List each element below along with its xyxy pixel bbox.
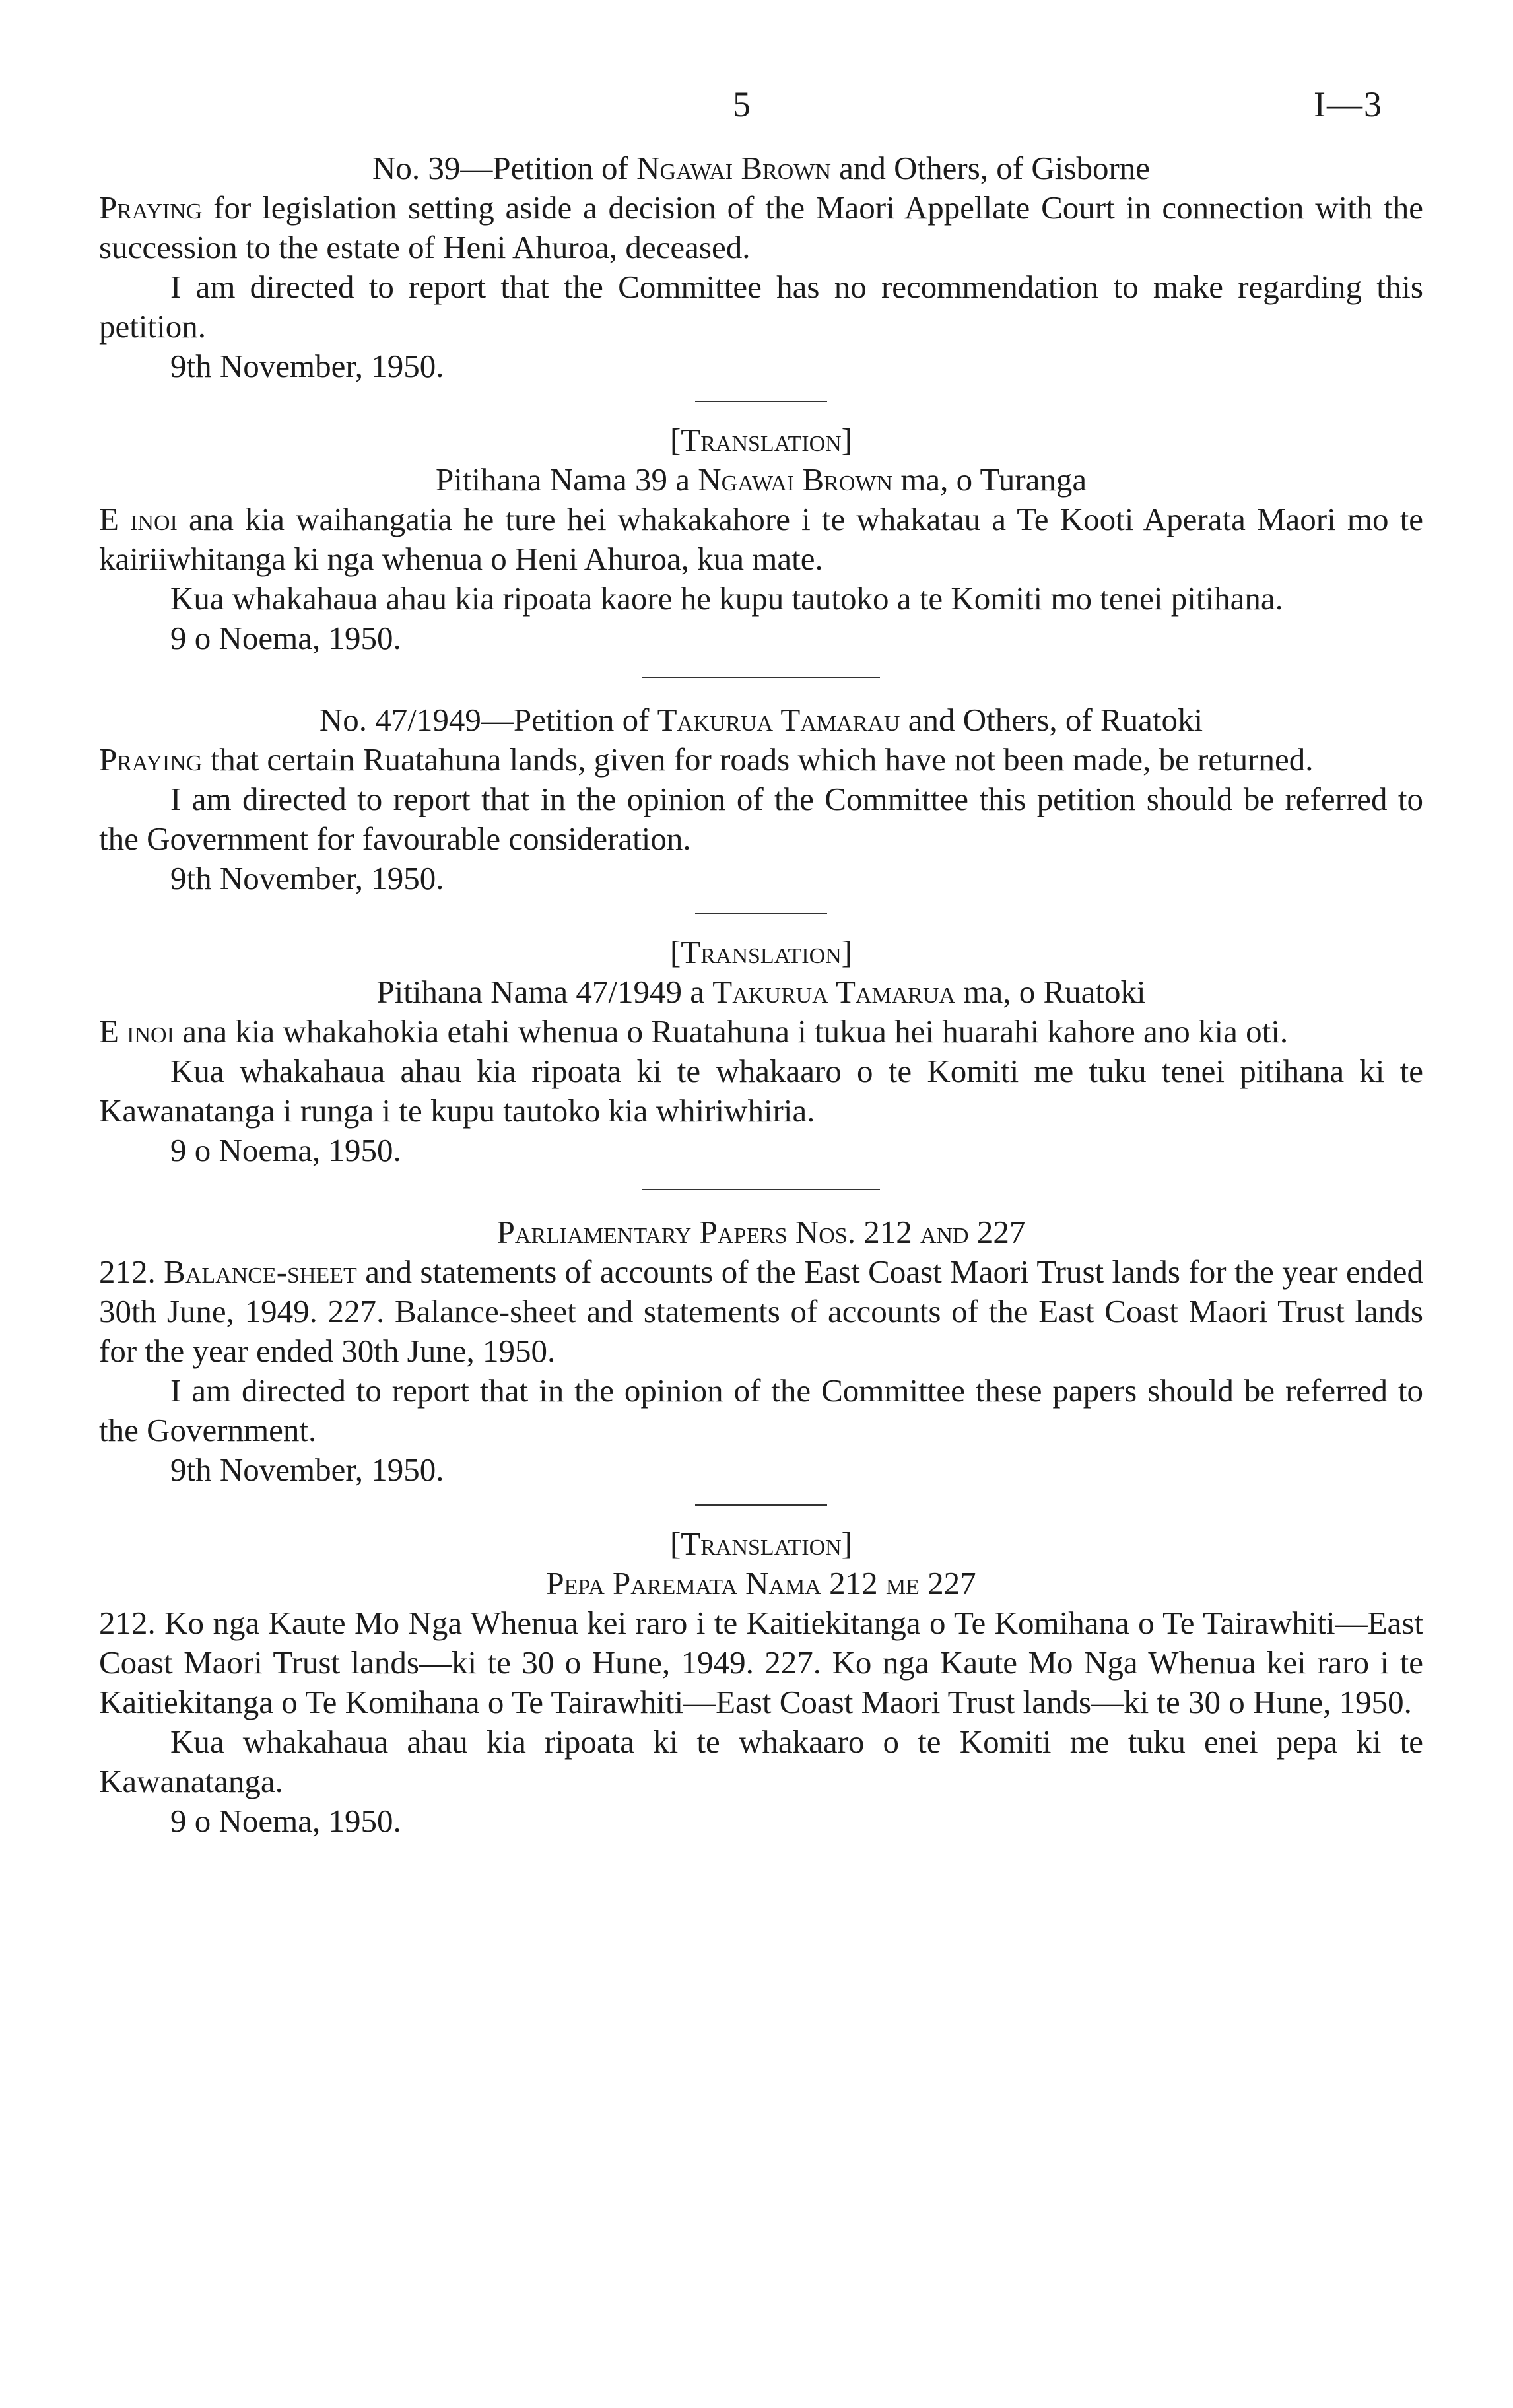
papers-text: Ko nga Kaute Mo Nga Whenua kei raro i te Kaitiekitanga o Te Komihana o Te Tairawhiti—East Coast Maori Trust lands—ki te 30 o Hune, 1949. 227. Ko nga Kaute Mo Nga Whenua kei raro i te Kaitiekitanga o Te Komihana o Te Tairawhiti—East Coast Maori Trust lands—ki te 30 o Hune, 1950. — [99, 1605, 1423, 1720]
report-date: 9 o Noema, 1950. — [170, 1132, 401, 1168]
prayer-text: that certain Ruatahuna lands, given for roads which have not been made, be returned. — [202, 741, 1314, 778]
heading-prefix: Pitihana Nama 47/1949 a — [376, 974, 713, 1010]
prayer-text: ana kia whakahokia etahi whenua o Ruatahuna i tukua hei huarahi kahore ano kia oti. — [174, 1013, 1289, 1050]
section-heading — [99, 700, 1423, 740]
section-heading — [99, 149, 1423, 188]
report-date: 9th November, 1950. — [170, 1452, 444, 1488]
petitioner-name: Ngawai Brown — [698, 461, 893, 498]
section-divider — [642, 677, 880, 678]
committee-report: I am directed to report that in the opinion of the Committee these papers should be referred to the Government. — [99, 1372, 1423, 1448]
prayer-text: for legislation setting aside a decision of the Maori Appellate Court in connection with the succession to the estate of Heni Ahuroa, deceased. — [99, 189, 1423, 265]
translation-label: [Translation] — [669, 422, 852, 458]
translation-label: [Translation] — [669, 934, 852, 970]
report-date: 9 o Noema, 1950. — [170, 620, 401, 656]
petitioner-name: Takurua Tamarau — [657, 702, 900, 738]
lead-word: Praying — [99, 189, 203, 226]
report-date: 9 o Noema, 1950. — [170, 1803, 401, 1839]
petition-39 — [99, 149, 1423, 386]
petition-prayer — [99, 188, 1423, 267]
petition-prayer — [99, 740, 1423, 780]
parliamentary-papers-212-227 — [99, 1213, 1423, 1490]
papers-description — [99, 1603, 1423, 1722]
petition-47-1949-translation — [99, 933, 1423, 1170]
lead-word: Praying — [99, 741, 203, 778]
petitioner-name: Ngawai Brown — [636, 150, 831, 186]
section-heading: Parliamentary Papers Nos. 212 and 227 — [496, 1214, 1026, 1250]
lead-word: 212. — [99, 1605, 156, 1641]
heading-suffix: ma, o Turanga — [892, 461, 1087, 498]
heading-prefix: No. 39—Petition of — [372, 150, 637, 186]
papers-text: and statements of accounts of the East Coast Maori Trust lands for the year ended 30th June, 1949. 227. Balance-sheet and statements of accounts of the East Coast Maori Trust lands for the year ended 30th June, 1950. — [99, 1254, 1423, 1369]
section-divider — [695, 913, 827, 914]
heading-suffix: and Others, of Ruatoki — [900, 702, 1203, 738]
page-number: 5 — [733, 84, 751, 124]
petition-39-translation — [99, 420, 1423, 658]
parliamentary-papers-translation — [99, 1524, 1423, 1841]
heading-suffix: and Others, of Gisborne — [830, 150, 1151, 186]
translation-label: [Translation] — [669, 1525, 852, 1562]
prayer-text: ana kia waihangatia he ture hei whakakahore i te whakatau a Te Kooti Aperata Maori mo te kairiiwhitanga ki nga whenua o Heni Ahuroa, kua mate. — [99, 501, 1423, 577]
section-divider — [695, 1504, 827, 1506]
petition-47-1949 — [99, 700, 1423, 898]
committee-report: I am directed to report that in the opinion of the Committee this petition should be referred to the Government for favourable consideration. — [99, 781, 1423, 857]
petition-prayer — [99, 1012, 1423, 1052]
heading-suffix: ma, o Ruatoki — [955, 974, 1146, 1010]
committee-report: Kua whakahaua ahau kia ripoata ki te whakaaro o te Komiti me tuku enei pepa ki te Kawanatanga. — [99, 1723, 1423, 1799]
lead-word: 212. Balance-sheet — [99, 1254, 357, 1290]
document-reference: I—3 — [1314, 84, 1383, 124]
committee-report: I am directed to report that the Committee has no recommendation to make regarding this petition. — [99, 269, 1423, 345]
committee-report: Kua whakahaua ahau kia ripoata ki te whakaaro o te Komiti me tuku tenei pitihana ki te Kawanatanga i runga i te kupu tautoko kia whiriwhiria. — [99, 1053, 1423, 1129]
section-heading — [99, 972, 1423, 1012]
papers-description — [99, 1252, 1423, 1371]
heading-prefix: No. 47/1949—Petition of — [319, 702, 657, 738]
committee-report: Kua whakahaua ahau kia ripoata kaore he kupu tautoko a te Komiti mo tenei pitihana. — [170, 580, 1283, 617]
report-date: 9th November, 1950. — [170, 348, 444, 384]
petition-prayer — [99, 500, 1423, 579]
petitioner-name: Takurua Tamarua — [712, 974, 956, 1010]
section-divider — [642, 1189, 880, 1190]
section-heading — [99, 460, 1423, 500]
section-heading: Pepa Paremata Nama 212 me 227 — [546, 1565, 976, 1601]
report-date: 9th November, 1950. — [170, 860, 444, 896]
lead-word: E inoi — [99, 501, 178, 537]
lead-word: E inoi — [99, 1013, 174, 1050]
section-divider — [695, 401, 827, 402]
heading-prefix: Pitihana Nama 39 a — [435, 461, 698, 498]
